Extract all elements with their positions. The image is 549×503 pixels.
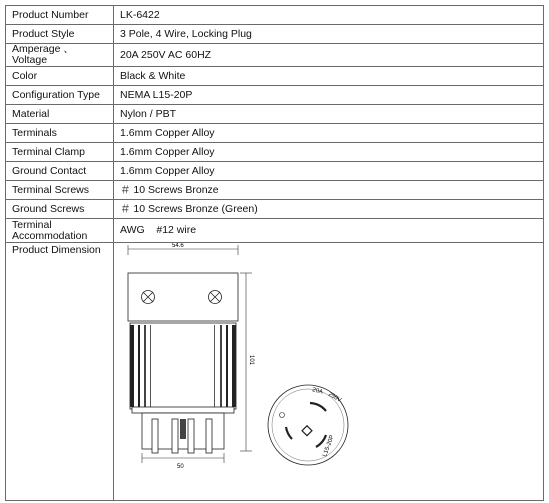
spec-value: 1.6mm Copper Alloy (114, 143, 544, 162)
spec-value: 20A 250V AC 60HZ (114, 44, 544, 67)
spec-key: Material (6, 105, 114, 124)
spec-value: Nylon / PBT (114, 105, 544, 124)
top-width-label: 54.6 (172, 243, 184, 249)
spec-value: 1.6mm Copper Alloy (114, 124, 544, 143)
prong-4 (206, 419, 212, 453)
prong-3 (188, 419, 194, 453)
spec-row (6, 181, 544, 200)
spec-row (6, 200, 544, 219)
spec-value: Black & White (114, 67, 544, 86)
spec-row (6, 162, 544, 181)
dimension-row (6, 243, 544, 501)
spec-key: Configuration Type (6, 86, 114, 105)
spec-value: ＃ 10 Screws Bronze (Green) (114, 200, 544, 219)
plug-dimension-drawing (114, 243, 544, 502)
prong-2 (172, 419, 178, 453)
spec-value: 3 Pole, 4 Wire, Locking Plug (114, 25, 544, 44)
spec-value: ＃ 10 Screws Bronze (114, 181, 544, 200)
spec-value: NEMA L15-20P (114, 86, 544, 105)
spec-key: Terminal Clamp (6, 143, 114, 162)
height-label: 101 (248, 355, 254, 366)
spec-row (6, 44, 544, 67)
spec-row (6, 143, 544, 162)
spec-row (6, 219, 544, 243)
spec-key: Color (6, 67, 114, 86)
spec-row (6, 86, 544, 105)
spec-value: LK-6422 (114, 6, 544, 25)
prong-1 (152, 419, 158, 453)
spec-key: Terminal Accommodation (6, 219, 114, 243)
spec-key: Product Number (6, 6, 114, 25)
spec-key: Amperage 、Voltage (6, 44, 114, 67)
face-text-voltage: 250V (327, 391, 343, 404)
spec-value: 1.6mm Copper Alloy (114, 162, 544, 181)
face-text-rating: 20A (311, 387, 324, 396)
bottom-width-label: 50 (177, 464, 184, 470)
spec-key: Ground Contact (6, 162, 114, 181)
face-text-model: L15-20P (322, 434, 336, 458)
spec-row (6, 67, 544, 86)
ground-prong (180, 419, 186, 439)
spec-row (6, 105, 544, 124)
spec-key: Product Style (6, 25, 114, 44)
dimension-drawing-cell (114, 243, 544, 501)
spec-value: AWG #12 wire (114, 219, 544, 243)
spec-key: Terminal Screws (6, 181, 114, 200)
spec-row (6, 6, 544, 25)
spec-row (6, 25, 544, 44)
spec-table (5, 5, 544, 501)
spec-key: Ground Screws (6, 200, 114, 219)
spec-key: Terminals (6, 124, 114, 143)
spec-row (6, 124, 544, 143)
dimension-label: Product Dimension (6, 243, 114, 501)
